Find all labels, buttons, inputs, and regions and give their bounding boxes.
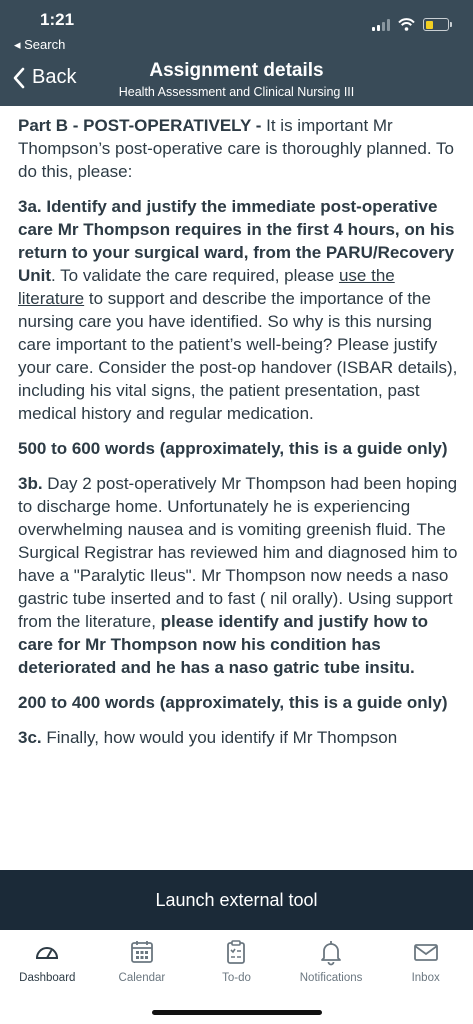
course-name: Health Assessment and Clinical Nursing III xyxy=(118,85,355,99)
word-count-3a: 500 to 600 words (approximately, this is a guide only) xyxy=(18,439,448,458)
label-3b: 3b. xyxy=(18,474,43,493)
bell-icon xyxy=(317,938,345,966)
tab-notifications-label: Notifications xyxy=(299,972,363,984)
task-3a-text-2: to support and describe the importance of the nursing care you have identified. So why is this nursing care important to the patient’s well-being? Please justify your care. Consider the post-op handover (ISBAR details), including his vital signs, the patient presentation, past medical history and regular medication. xyxy=(18,289,458,423)
tab-dashboard[interactable] xyxy=(0,930,95,1024)
word-count-3b: 200 to 400 words (approximately, this is a guide only) xyxy=(18,693,448,712)
task-3a-bold: Identify and justify the immediate post-operative care Mr Thompson requires in the first 4 hours, on his return to your surgical ward, from the PARU/Recovery Unit xyxy=(18,197,455,285)
part-b-text: It is important Mr Thompson’s post-operative care is thoroughly planned. To do this, please: xyxy=(18,116,454,181)
back-label: Back xyxy=(32,66,77,88)
dashboard-icon xyxy=(33,938,61,966)
label-3c: 3c. xyxy=(18,728,42,747)
battery-icon xyxy=(423,18,449,31)
tab-inbox-label: Inbox xyxy=(411,972,440,984)
inbox-icon xyxy=(412,938,440,966)
paragraph-part-b xyxy=(18,114,458,183)
status-icons xyxy=(372,18,449,31)
tab-dashboard-label: Dashboard xyxy=(19,972,76,984)
todo-icon xyxy=(222,938,250,966)
paragraph-3b xyxy=(18,472,458,679)
signal-icon xyxy=(372,19,390,31)
top-bar xyxy=(0,0,473,106)
page-title: Assignment details xyxy=(149,60,324,81)
task-3b-text: Day 2 post-operatively Mr Thompson had been hoping to discharge home. Unfortunately he is experiencing overwhelming nausea and is vomiting greenish fluid. The Surgical Registrar has reviewed him and diagnosed him to have a "Paralytic Ileus". Mr Thompson now needs a naso gastric tube inserted and to fast ( nil orally). Using support from the literature, xyxy=(18,474,458,631)
task-3b-bold: please identify and justify how to care for Mr Thompson now his condition has deteriorated and he has a naso gatric tube insitu. xyxy=(18,612,428,677)
label-3a: 3a. xyxy=(18,197,42,216)
literature-link[interactable]: use the literature xyxy=(18,266,395,308)
paragraph-3a xyxy=(18,195,458,425)
status-time: 1:21 xyxy=(40,10,75,29)
paragraph-3c xyxy=(18,726,458,749)
part-b-heading: Part B - POST-OPERATIVELY - xyxy=(18,116,262,135)
paragraph-word-count-3a xyxy=(18,437,458,460)
wifi-icon xyxy=(398,18,415,31)
task-3a-text: . To validate the care required, please xyxy=(51,266,339,285)
assignment-description xyxy=(18,114,458,761)
task-3c-text: Finally, how would you identify if Mr Thompson xyxy=(41,728,398,747)
tab-inbox[interactable] xyxy=(378,930,473,1024)
home-indicator xyxy=(152,1010,322,1015)
calendar-icon xyxy=(128,938,156,966)
tab-todo-label: To-do xyxy=(222,972,251,984)
launch-external-tool-button[interactable]: Launch external tool xyxy=(0,870,473,930)
paragraph-word-count-3b xyxy=(18,691,458,714)
status-back-to-search[interactable]: ◂ Search xyxy=(14,37,66,52)
tab-calendar-label: Calendar xyxy=(118,972,166,984)
